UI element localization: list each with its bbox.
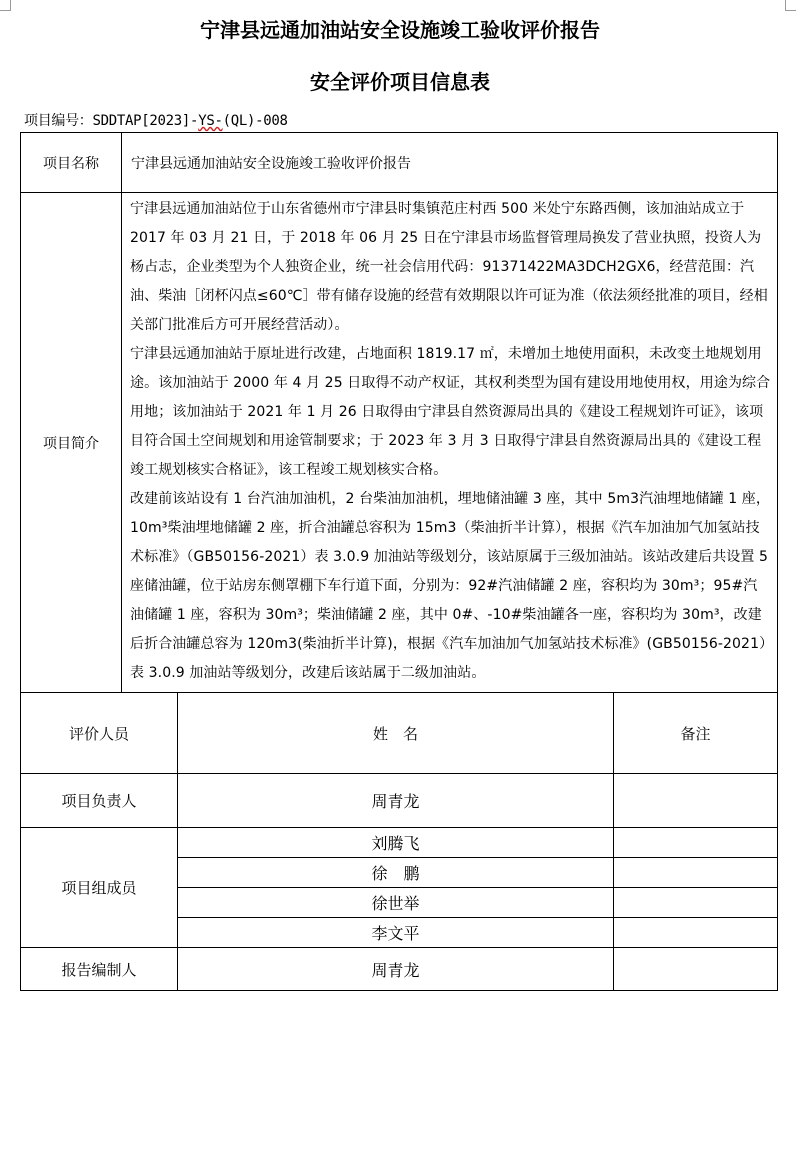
col-header-name: 姓 名 xyxy=(178,693,614,774)
reporter-role: 报告编制人 xyxy=(21,948,178,991)
member-note-4 xyxy=(614,918,778,948)
member-note-1 xyxy=(614,828,778,858)
member-note-2 xyxy=(614,858,778,888)
staff-row-member-1 xyxy=(21,828,778,858)
staff-header-row xyxy=(21,693,778,774)
intro-paragraph-2: 宁津县远通加油站于原址进行改建，占地面积 1819.17 ㎡，未增加土地使用面积，未改变土地规划用途。该加油站于 2000 年 4 月 25 日取得不动产权证，其权利类型为国有建设用地使用权，用途为综合用地；该加油站于 2021 年 1 月 26 日取得由宁津县自然资源局出具的《建设工程规划许可证》，该项目符合国土空间规划和用途管制要求；于 2023 年 3 月 3 日取得宁津县自然资源局出具的《建设工程竣工规划核实合格证》，该工程竣工规划核实合格。 xyxy=(130,346,771,478)
page-corner-mark-left xyxy=(0,0,11,11)
document-subtitle: 安全评价项目信息表 xyxy=(310,70,490,94)
member-name-4: 李文平 xyxy=(178,918,614,948)
col-header-role: 评价人员 xyxy=(21,693,178,774)
member-note-3 xyxy=(614,888,778,918)
project-intro-text xyxy=(122,193,778,693)
leader-note xyxy=(614,774,778,828)
intro-paragraph-1: 宁津县远通加油站位于山东省德州市宁津县时集镇范庄村西 500 米处宁东路西侧，该加油站成立于 2017 年 03 月 21 日，于 2018 年 06 月 25 日在宁津县市场监督管理局换发了营业执照，投资人为杨占志，企业类型为个人独资企业，统一社会信用代码：91371422MA3DCH2GX6，经营范围：汽油、柴油［闭杯闪点≤60℃］带有储存设施的经营有效期限以许可证为准（依法须经批准的项目，经相关部门批准后方可开展经营活动）。 xyxy=(130,201,768,333)
project-number-code: YS- xyxy=(198,113,223,129)
staff-row-leader xyxy=(21,774,778,828)
col-header-note: 备注 xyxy=(614,693,778,774)
member-name-3: 徐世举 xyxy=(178,888,614,918)
project-intro-label: 项目简介 xyxy=(21,193,122,693)
leader-name: 周青龙 xyxy=(178,774,614,828)
reporter-note xyxy=(614,948,778,991)
project-name-value: 宁津县远通加油站安全设施竣工验收评价报告 xyxy=(122,133,778,193)
reporter-name: 周青龙 xyxy=(178,948,614,991)
document-title: 宁津县远通加油站安全设施竣工验收评价报告 xyxy=(200,18,600,42)
project-name-row xyxy=(21,133,778,193)
members-role: 项目组成员 xyxy=(21,828,178,948)
intro-paragraph-3: 改建前该站设有 1 台汽油加油机，2 台柴油加油机，埋地储油罐 3 座，其中 5m3汽油埋地储罐 1 座，10m³柴油埋地储罐 2 座，折合油罐总容积为 15m3（柴油折半计算），根据《汽车加油加气加氢站技术标准》（GB50156-2021）表 3.0.9 加油站等级划分，该站原属于三级加油站。该站改建后共设置 5 座储油罐，位于站房东侧罩棚下车行道下面，分别为：92#汽油储罐 2 座，容积均为 30m³；95#汽油储罐 1 座，容积为 30m³；柴油储罐 2 座，其中 0#、-10#柴油罐各一座，容积均为 30m³，改建后折合油罐总容为 120m3(柴油折半计算)，根据《汽车加油加气加氢站技术标准》(GB50156-2021）表 3.0.9 加油站等级划分，改建后该站属于二级加油站。 xyxy=(130,491,770,681)
leader-role: 项目负责人 xyxy=(21,774,178,828)
staff-row-reporter xyxy=(21,948,778,991)
project-number-prefix: 项目编号：SDDTAP[2023]- xyxy=(24,113,199,129)
project-info-table xyxy=(20,132,778,991)
project-number-suffix: (QL)-008 xyxy=(222,113,288,129)
member-name-1: 刘腾飞 xyxy=(178,828,614,858)
page-corner-mark-right xyxy=(785,0,796,11)
project-number xyxy=(24,110,288,130)
member-name-2: 徐 鹏 xyxy=(178,858,614,888)
project-name-label: 项目名称 xyxy=(21,133,122,193)
project-intro-row xyxy=(21,193,778,693)
